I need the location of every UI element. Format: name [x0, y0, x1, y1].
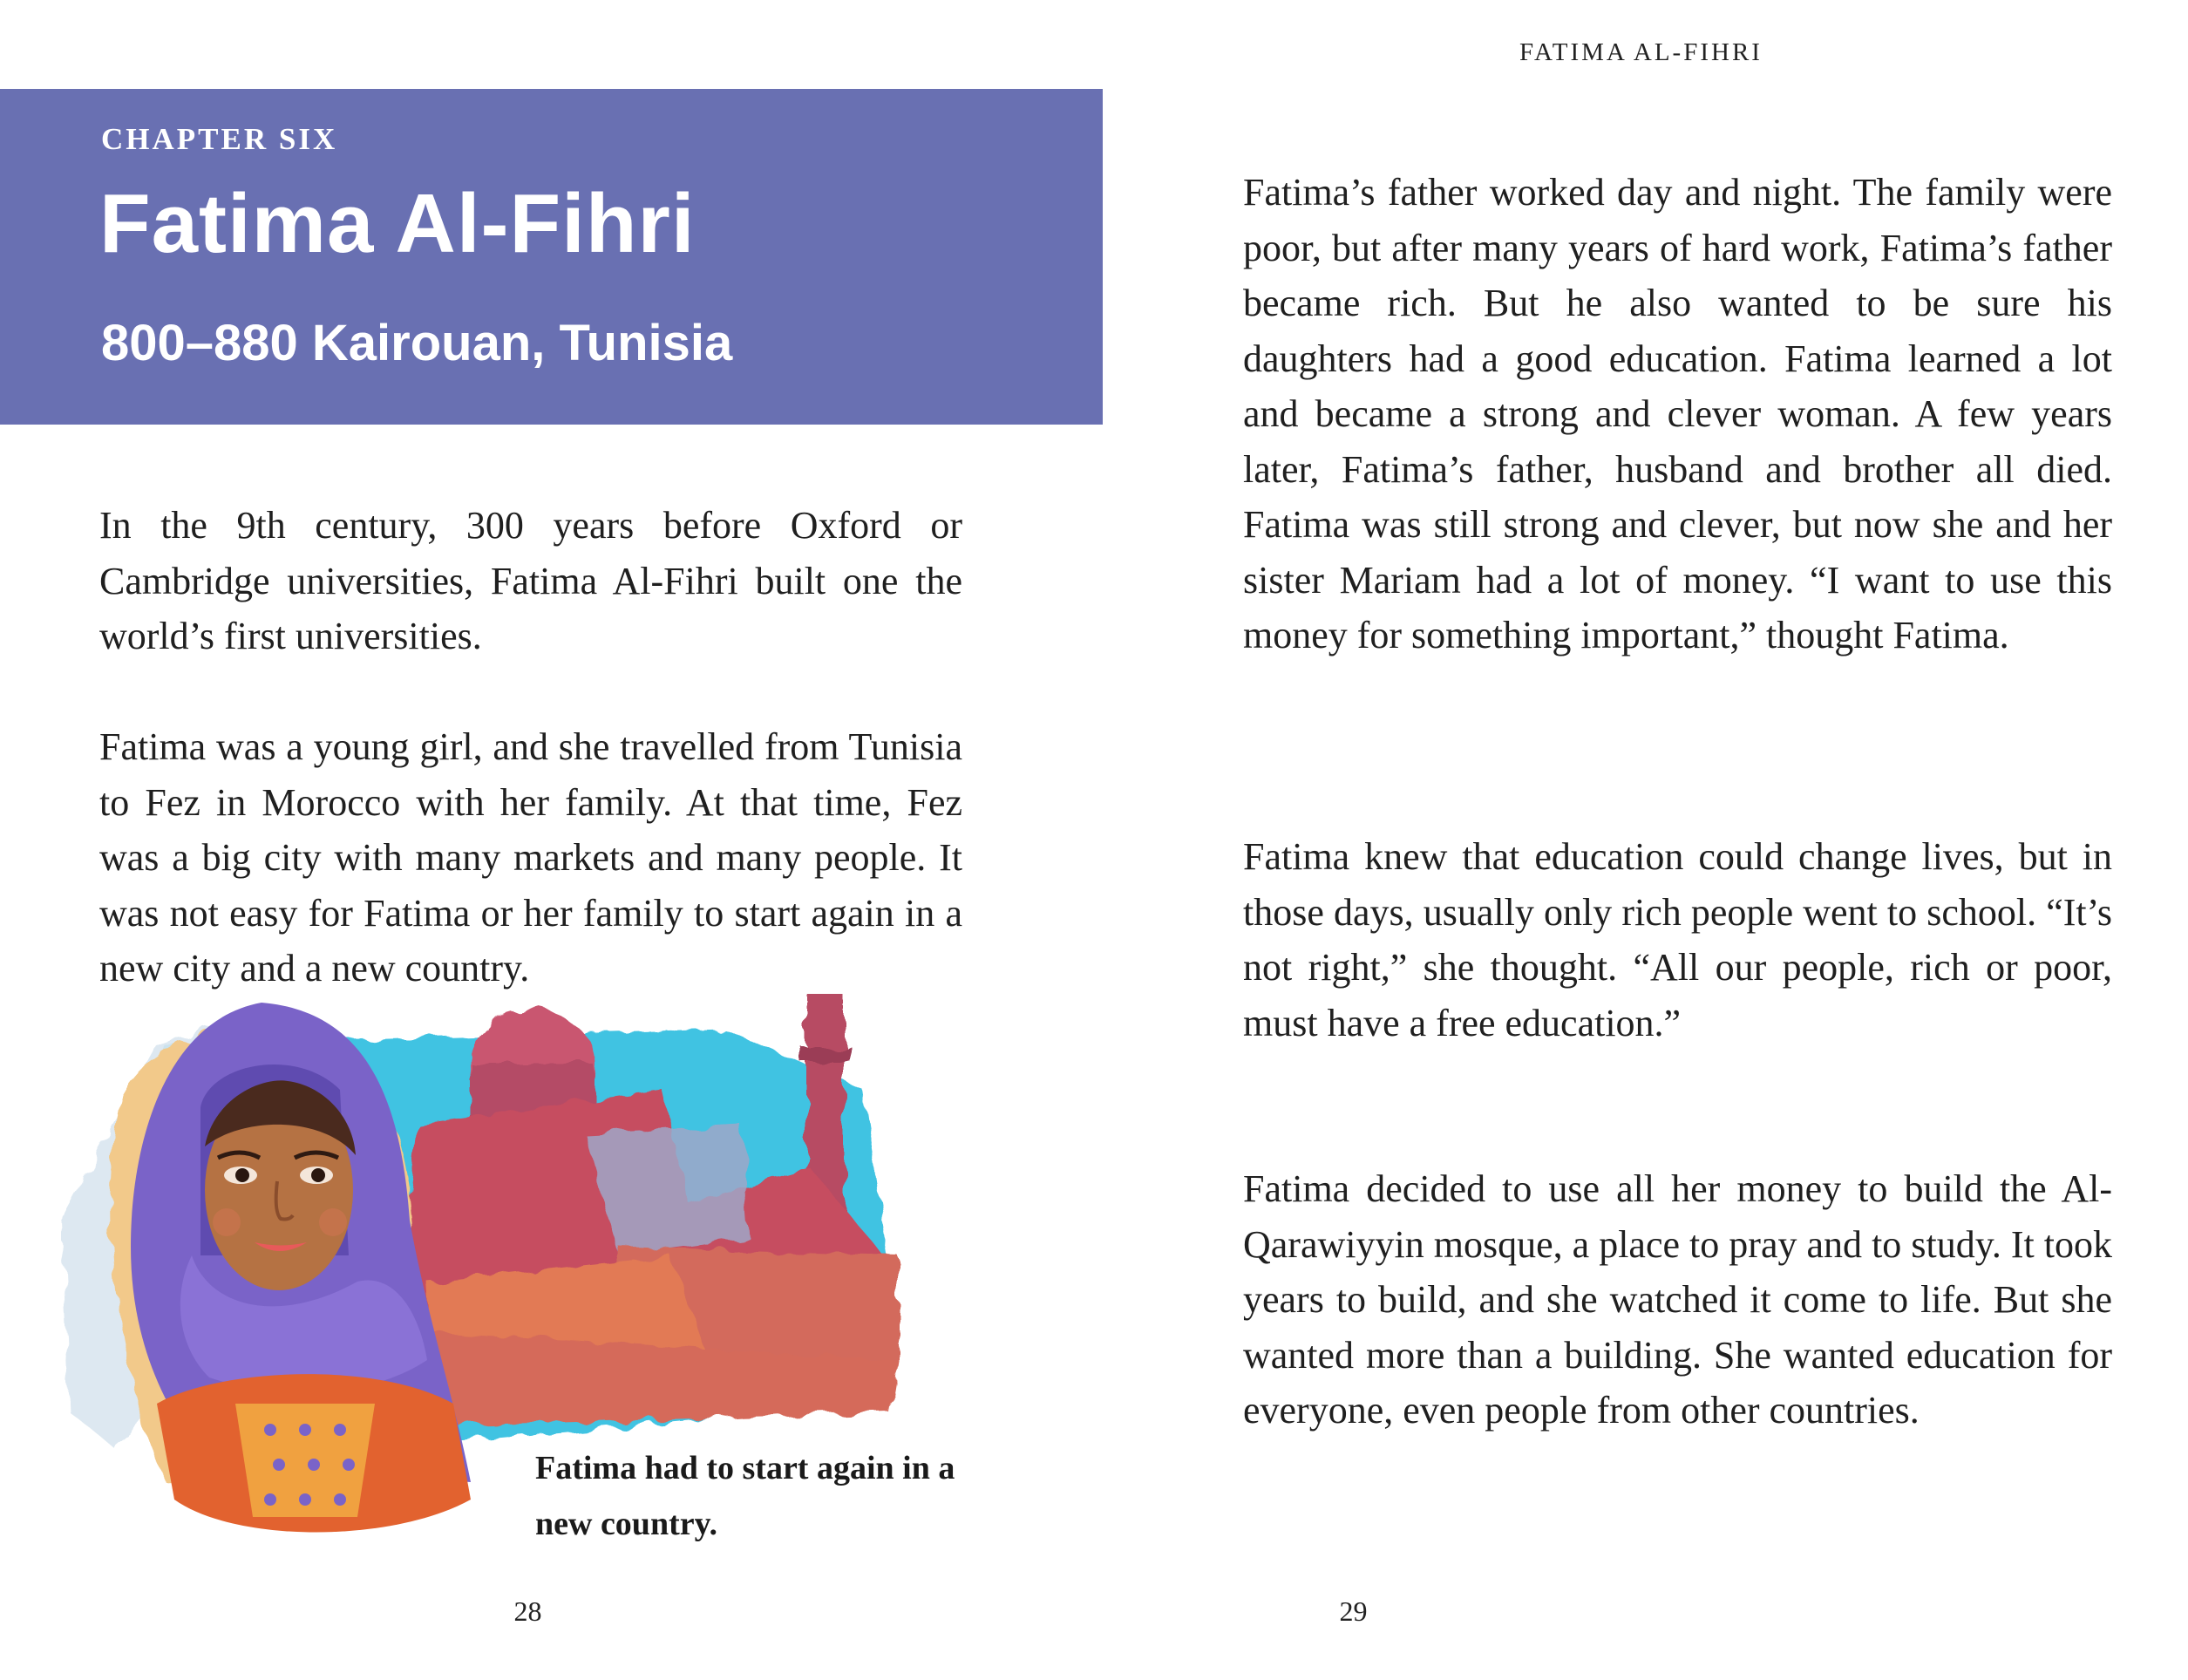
chapter-subtitle: 800–880 Kairouan, Tunisia	[101, 315, 733, 371]
chapter-label: CHAPTER SIX	[101, 122, 338, 156]
paragraph: Fatima decided to use all her money to build the Al-Qarawiyyin mosque, a place to pray and to study. It took years to build, and she watched it come to life. But she wanted more than a building. She wanted education for everyone, even people from other countries.	[1243, 1167, 2112, 1432]
paragraph: Fatima was a young girl, and she travelled from Tunisia to Fez in Morocco with her family. At that time, Fez was a big city with many markets and many people. It was not easy for Fatima or her family to start again in a new city and a new country.	[99, 725, 962, 990]
chapter-title: Fatima Al-Fihri	[99, 177, 696, 270]
paragraph: In the 9th century, 300 years before Oxford or Cambridge universities, Fatima Al-Fihri built one the world’s first universities.	[99, 504, 962, 657]
right-page	[1094, 0, 2188, 1680]
page-number: 29	[1339, 1595, 1368, 1627]
paragraph: Fatima knew that education could change lives, but in those days, usually only rich people went to school. “It’s not right,” she thought. “All our people, rich or poor, must have a free education.”	[1243, 835, 2112, 1044]
illustration-caption: Fatima had to start again in a new country.	[535, 1450, 955, 1542]
page-number: 28	[513, 1595, 542, 1627]
running-head: FATIMA AL-FIHRI	[1519, 38, 1763, 66]
paragraph: Fatima’s father worked day and night. The family were poor, but after many years of hard work, Fatima’s father became rich. But he also wanted to be sure his daughters had a good education. Fatima learned a lot and became a strong and clever woman. A few years later, Fatima’s father, husband and brother all died. Fatima was still strong and clever, but now she and her sister Mariam had a lot of money. “I want to use this money for something important,” thought Fatima.	[1243, 171, 2112, 656]
chapter-banner	[0, 89, 1103, 425]
